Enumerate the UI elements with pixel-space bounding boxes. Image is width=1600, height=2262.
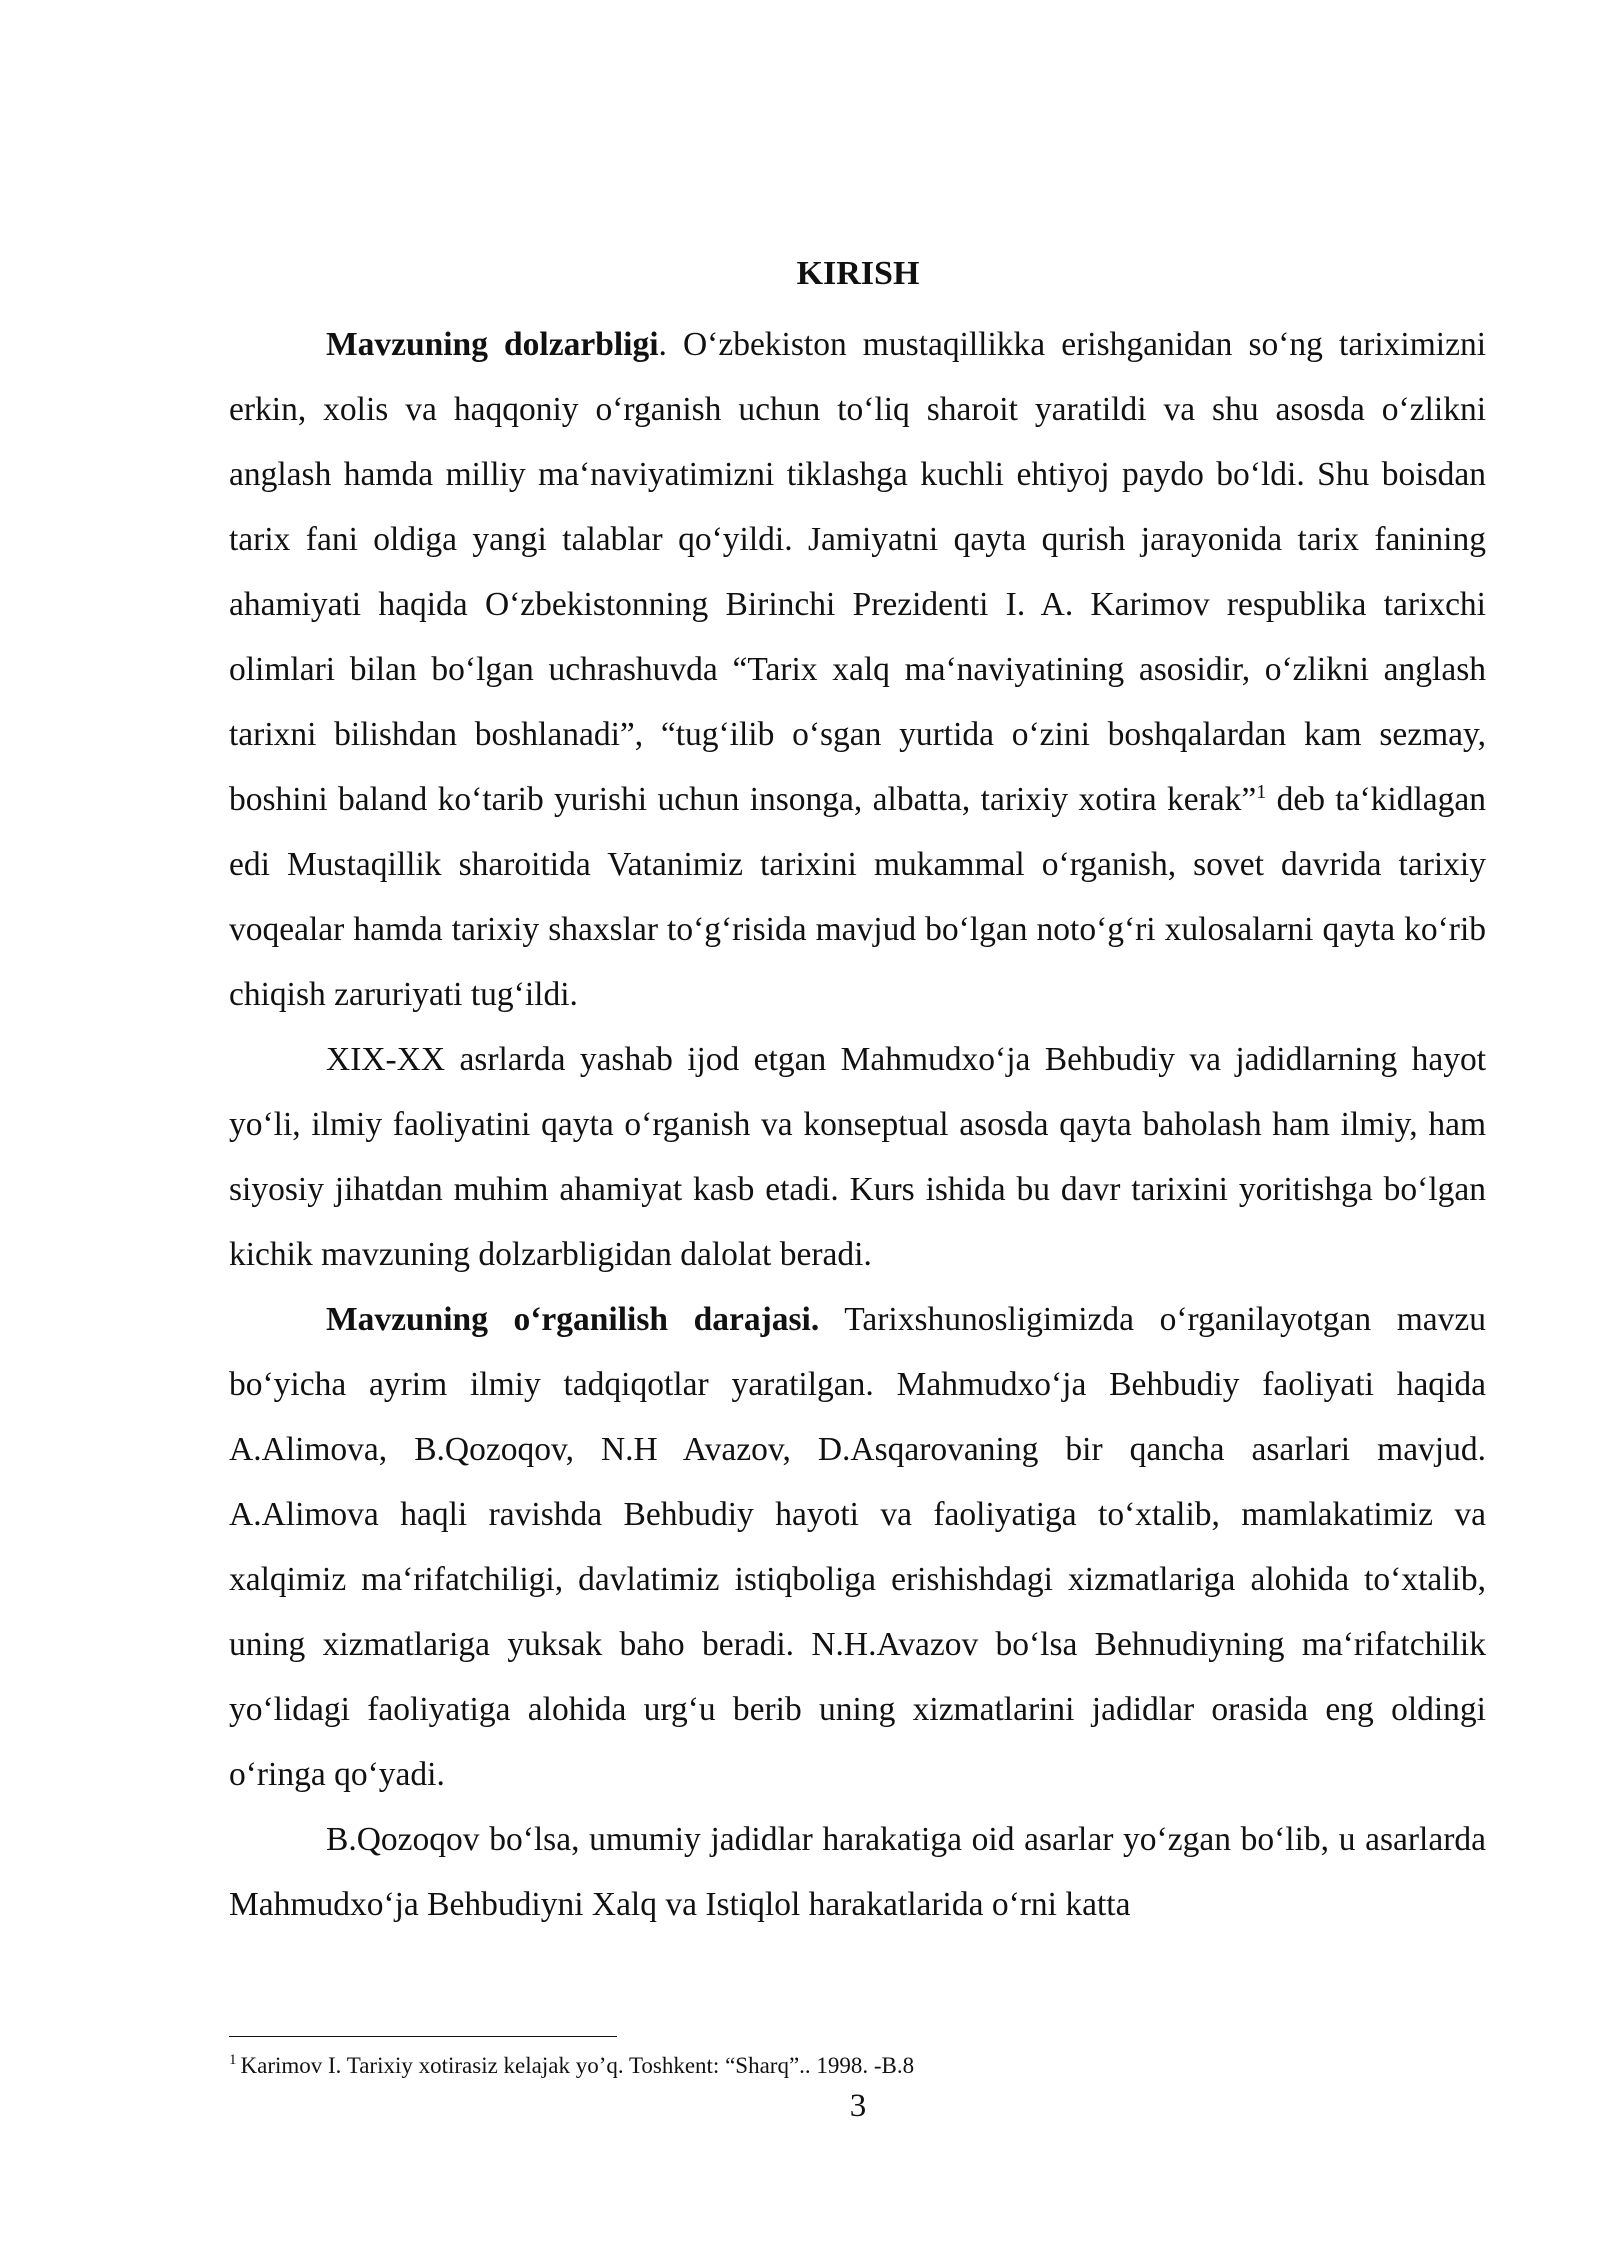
footnote-divider (229, 2036, 617, 2037)
paragraph-text: . O‘zbekiston mustaqillikka erishganidan so‘ng tariximizni erkin, xolis va haqqoniy o‘rganish uchun to‘liq sharoit yaratildi va shu asosda o‘zlikni anglash hamda milliy ma‘naviyatimizni tiklashga kuchli ehtiyoj paydo bo‘ldi. Shu boisdan tarix fani oldiga yangi talablar qo‘yildi. Jamiyatni qayta qurish jarayonida tarix fanining ahamiyati haqida O‘zbekistonning Birinchi Prezidenti I. A. Karimov respublika tarixchi olimlari bilan bo‘lgan uchrashuvda “Tarix xalq ma‘naviyatining asosidir, o‘zlikni anglash tarixni bilishdan boshlanadi”, “tug‘ilib o‘sgan yurtida o‘zini boshqalardan kam sezmay, boshini baland ko‘tarib yurishi uchun insonga, albatta, tarixiy xotira kerak” (229, 326, 1487, 818)
footnote-number: 1 (229, 2052, 237, 2069)
paragraph-text: deb ta‘kidlagan edi Mustaqillik sharoitida Vatanimiz tarixini mukammal o‘rganish, sovet davrida tarixiy voqealar hamda tarixiy shaxslar to‘g‘risida mavjud bo‘lgan noto‘g‘ri xulosalarni qayta ko‘rib chiqish zaruriyati tug‘ildi. (229, 781, 1486, 1013)
section-lead-relevance: Mavzuning dolzarbligi (326, 326, 659, 363)
footnote-text: Karimov I. Tarixiy xotirasiz kelajak yo’q. Toshkent: “Sharq”.. 1998. -B.8 (240, 2053, 915, 2078)
footnote-reference[interactable]: 1 (1256, 780, 1267, 803)
main-text (229, 312, 1486, 1937)
paragraph-qozoqov: B.Qozoqov bo‘lsa, umumiy jadidlar harakatiga oid asarlar yo‘zgan bo‘lib, u asarlarda Mahmudxo‘ja Behbudiyni Xalq va Istiqlol harakatlarida o‘rni katta (229, 1821, 1486, 1923)
page-number: 3 (849, 2088, 867, 2124)
paragraph-jadids: XIX-XX asrlarda yashab ijod etgan Mahmudxo‘ja Behbudiy va jadidlarning hayot yo‘li, ilmiy faoliyatini qayta o‘rganish va konseptual asosda qayta baholash ham ilmiy, ham siyosiy jihatdan muhim ahamiyat kasb etadi. Kurs ishida bu davr tarixini yoritishga bo‘lgan kichik mavzuning dolzarbligidan dalolat beradi. (229, 1041, 1486, 1273)
page-title: KIRISH (796, 255, 920, 292)
section-lead-study-degree: Mavzuning o‘rganilish darajasi. (326, 1301, 820, 1338)
paragraph-text: Tarixshunosligimizda o‘rganilayotgan mavzu bo‘yicha ayrim ilmiy tadqiqotlar yaratilgan. Mahmudxo‘ja Behbudiy faoliyati haqida A.Alimova, B.Qozoqov, N.H Avazov, D.Asqarovaning bir qancha asarlari mavjud. A.Alimova haqli ravishda Behbudiy hayoti va faoliyatiga to‘xtalib, mamlakatimiz va xalqimiz ma‘rifatchiligi, davlatimiz istiqboliga erishishdagi xizmatlariga alohida to‘xtalib, uning xizmatlariga yuksak baho beradi. N.H.Avazov bo‘lsa Behnudiyning ma‘rifatchilik yo‘lidagi faoliyatiga alohida urg‘u berib uning xizmatlarini jadidlar orasida eng oldingi o‘ringa qo‘yadi. (229, 1301, 1487, 1793)
paragraph-relevance (229, 312, 1486, 1027)
paragraph-study-degree (229, 1287, 1486, 1807)
footnote (229, 2050, 1486, 2082)
